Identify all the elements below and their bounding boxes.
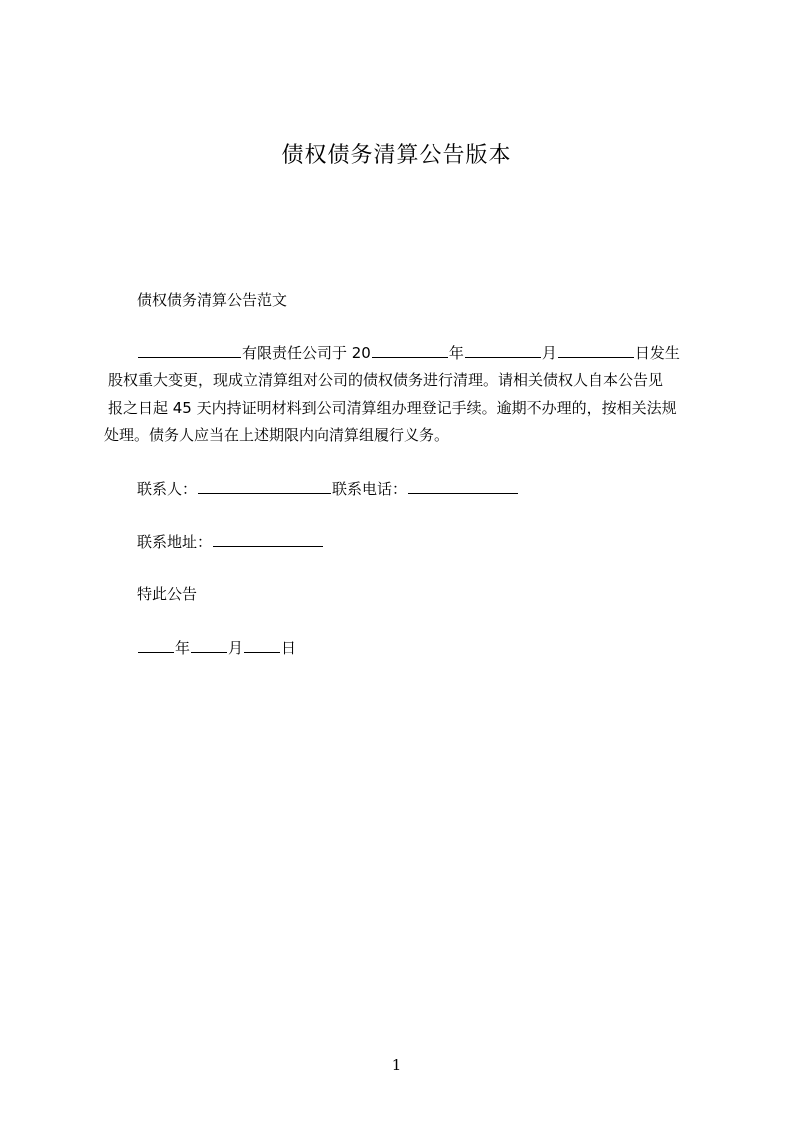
contact-person-blank	[198, 478, 331, 494]
contact-address-line	[137, 531, 324, 553]
month-blank	[465, 342, 541, 358]
body-line-1-month-label: 月	[541, 344, 557, 362]
contact-address-blank	[213, 531, 323, 547]
date-line	[137, 637, 296, 659]
company-name-blank	[138, 342, 241, 358]
year-blank	[372, 342, 448, 358]
body-line-3: 报之日起 45 天内持证明材料到公司清算组办理登记手续。逾期不办理的，按相关法规	[108, 399, 677, 417]
body-line-1-text-a: 有限责任公司于 20	[242, 344, 371, 362]
body-line-1-text-b: 日发生	[634, 344, 680, 362]
contact-phone-blank	[408, 478, 518, 494]
contact-person-line	[137, 478, 519, 500]
contact-address-label: 联系地址：	[137, 533, 213, 551]
body-line-1	[137, 342, 680, 364]
contact-phone-label: 联系电话：	[332, 480, 408, 498]
notice-subtitle: 债权债务清算公告范文	[137, 291, 288, 309]
date-year-label: 年	[175, 639, 191, 657]
date-year-blank	[138, 637, 174, 653]
date-month-label: 月	[228, 639, 244, 657]
contact-person-label: 联系人：	[137, 480, 198, 498]
document-title: 债权债务清算公告版本	[281, 143, 512, 168]
date-day-blank	[244, 637, 280, 653]
day-blank	[558, 342, 634, 358]
page-number: 1	[391, 1056, 402, 1074]
date-month-blank	[191, 637, 227, 653]
closing-text: 特此公告	[137, 585, 198, 603]
date-day-label: 日	[281, 639, 297, 657]
body-line-2: 股权重大变更，现成立清算组对公司的债权债务进行清理。请相关债权人自本公告见	[108, 371, 664, 389]
body-line-4: 处理。债务人应当在上述期限内向清算组履行义务。	[104, 426, 450, 444]
body-line-1-year-label: 年	[448, 344, 464, 362]
